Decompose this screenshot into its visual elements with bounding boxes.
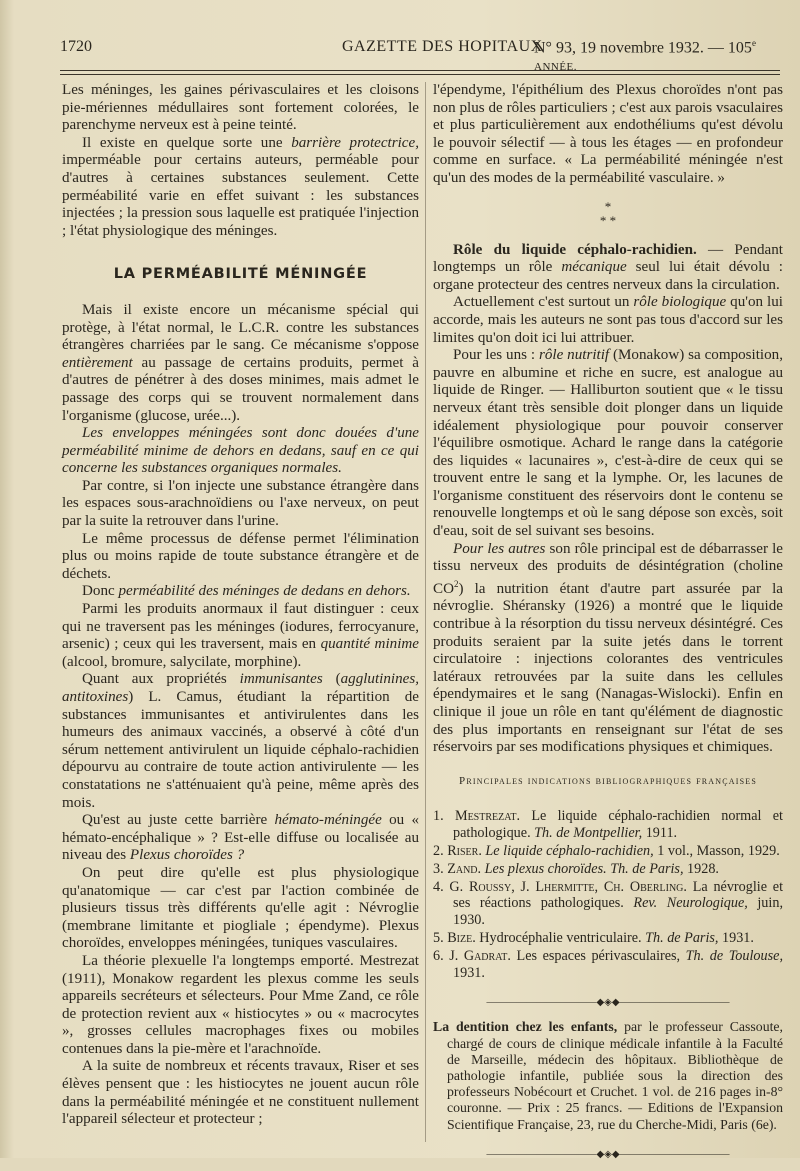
bibliography-author: Bize bbox=[447, 929, 473, 946]
run-in-heading: Rôle du liquide céphalo-rachidien. bbox=[453, 241, 697, 258]
paragraph: A la suite de nombreux et récents travaux, Riser et ses élèves pensent que : les histiocytes ne jouent aucun rôle dans la perméabilité méningée et ne constituent nullement l'appareil sélecteur et protecteur ; bbox=[62, 1058, 419, 1128]
bibliography-entry bbox=[433, 861, 783, 878]
paragraph: l'épendyme, l'épithélium des Plexus choroïdes n'ont pas non plus de rôles particuliers ; c'est aux parois vsaculaires et plus particulièrement aux endothéliums qu'est dévolu le pouvoir sélectif — à tous les étages — en profondeur comme en surface. « La perméabilité méningée n'est qu'un des modes de la perméabilité vasculaire. » bbox=[433, 82, 783, 186]
column-divider bbox=[425, 82, 426, 1142]
emphasis: rôle nutritif bbox=[538, 347, 610, 364]
text: Donc bbox=[82, 583, 119, 600]
bibliography-text-em: Th. de Paris, bbox=[645, 929, 719, 946]
page-number: 1720 bbox=[60, 38, 92, 55]
paragraph: Le même processus de défense permet l'élimination plus ou moins rapide de toute substance étrangère et de déchets. bbox=[62, 530, 419, 582]
bibliography-entry bbox=[433, 930, 783, 947]
bibliography-entry bbox=[433, 843, 783, 860]
text: Actuellement c'est surtout un bbox=[453, 294, 634, 311]
text: (Monakow) sa composition, pauvre en albumine et riche en sucre, est analogue au liquide de Ringer. — Halliburton soutient que « le tissu nerveux étant très sensible doit plonger dans un liquide idéalement physiologique pour pouvoir conserver l'équilibre osmotique. Achard le range dans la catégorie des liquides « lacunaires », c'est-à-dire de ceux qui se trouvent entre le sang et la lymphe. Or, les lacunes de l'organisme constituent des réservoirs dont le contenu se renouvelle longtemps et où le sang dépose son excès, soit d'eau, soit de sel suivant ses besoins. bbox=[433, 347, 783, 540]
bibliography-num: 6. bbox=[433, 947, 444, 964]
running-header bbox=[60, 38, 786, 74]
bibliography-list bbox=[433, 808, 783, 981]
paragraph bbox=[433, 347, 783, 541]
text: Mais il existe encore un mécanisme spécial qui protège, à l'état normal, le L.C.R. contre les substances étrangères charriées par le sang. Ce mécanisme s'oppose bbox=[62, 301, 419, 354]
section-title: LA PERMÉABILITÉ MÉNINGÉE bbox=[113, 266, 368, 283]
text: Il existe en quelque sorte une bbox=[82, 134, 292, 151]
text: seul lui était dévolu : organe protecteur des centres nerveux dans la circulation. bbox=[433, 259, 783, 293]
emphasis: Pour les autres bbox=[453, 540, 546, 557]
emphasis: entièrement bbox=[62, 354, 133, 371]
text: qu'on lui accorde, mais les auteurs ne sont pas tous d'accord sur les limites qu'on doit ici lui attribuer. bbox=[433, 294, 783, 346]
bibliography-text-a: . La névroglie et ses réactions pathologiques. bbox=[453, 878, 784, 912]
issue-date: N° 93, 19 novembre 1932. — 105 bbox=[534, 39, 752, 57]
paragraph: Les méninges, les gaines périvasculaires et les cloisons pie-mériennes médullaires sont fortement colorées, le parenchyme nerveux est à peine teinté. bbox=[62, 82, 419, 134]
bibliography-text-a: . Le liquide céphalo-rachidien normal et pathologique. bbox=[453, 808, 783, 842]
bibliography-entry bbox=[433, 948, 783, 982]
paragraph: La théorie plexuelle l'a longtemps emporté. Mestrezat (1911), Monakow regardent les plexus comme les seuls appareils secréteurs et sélecteurs. Pour Mme Zand, ce rôle de protection revient aux « histiocytes » ou « macrocytes », grosses cellules macrophages fixes ou mobiles contenues dans la pie-mère et l'arachnoïde. bbox=[62, 952, 419, 1057]
emphasis: mécanique bbox=[561, 259, 627, 276]
bibliography-text-a: . bbox=[478, 843, 486, 859]
bibliography-text-b: 1911. bbox=[642, 825, 678, 842]
emphasis: perméabilité des méninges de dedans en dehors. bbox=[118, 583, 411, 600]
paragraph: On peut dire qu'elle est plus physiologique qu'anatomique — car c'est par l'action combinée de plusieurs tissus très différents qu'elle agit : Névroglie (membrane limitante et piogliale ; épendyme). Plexus choroïdes, enveloppes méningées, tuniques vasculaires. bbox=[62, 864, 419, 952]
issue-sup: e bbox=[751, 38, 756, 48]
right-column bbox=[433, 82, 783, 1171]
emphasis: Les enveloppes méningées sont donc douées d'une perméabilité minime de dehors en dedans, sauf en ce qui concerne les substances organiques normales. bbox=[62, 425, 419, 477]
bibliography-text-em: Th. de Toulouse, bbox=[685, 947, 783, 964]
text: au passage de certains produits, permet à d'autres de pénétrer à des doses minimes, mais admet le passage des corps qui se trouvent normalement dans l'organisme (glucose, urée...). bbox=[62, 354, 419, 424]
emphasis: barrière protectrice, bbox=[291, 134, 419, 151]
paragraph bbox=[62, 425, 419, 478]
emphasis: immunisantes bbox=[239, 671, 323, 688]
ornament-rule-bottom: ———————————◆◈◆——————————— bbox=[486, 1148, 730, 1160]
bibliography-num: 5. bbox=[433, 929, 444, 946]
journal-title: GAZETTE DES HOPITAUX bbox=[342, 38, 543, 55]
text: ou « hémato-encéphalique » ? Est-elle diffuse ou localisée au niveau des bbox=[62, 812, 419, 864]
text: Qu'est au juste cette barrière bbox=[82, 812, 275, 829]
bibliography-entry bbox=[433, 808, 783, 842]
text: (alcool, bromure, salycilate, morphine). bbox=[62, 653, 302, 670]
text: imperméable pour certains auteurs, perméable pour d'autres à certaines substances seulement. Cette perméabilité varie en effet suivant : les substances injectées ; la pression sous laquelle est pratiquée l'injection ; l'état physiologique des méninges. bbox=[62, 152, 419, 239]
bibliography-text-a: . Hydrocéphalie ventriculaire. bbox=[472, 929, 646, 946]
star: * bbox=[604, 198, 612, 214]
paragraph bbox=[433, 294, 783, 347]
paragraph bbox=[62, 302, 419, 425]
text: ( bbox=[322, 671, 341, 688]
paragraph bbox=[62, 135, 419, 241]
section-separator bbox=[433, 200, 783, 228]
emphasis: hémato-méningée bbox=[274, 812, 382, 829]
bibliography-author: Zand bbox=[447, 860, 478, 877]
bibliography-num: 1. bbox=[433, 808, 444, 825]
bibliography-author: J. Gadrat bbox=[449, 947, 508, 964]
paragraph: Par contre, si l'on injecte une substance étrangère dans les espaces sous-arachnoïdiens ou l'axe nerveux, on peut par la suite la retrouver dans l'urine. bbox=[62, 477, 419, 530]
bibliography-num: 4. bbox=[433, 878, 444, 895]
review-text: par le professeur Cassoute, chargé de cours de clinique médicale infantile à la Faculté de Marseille, médecin des hôpitaux. Bibliothèque de pathologie infantile, publiée sous la direction des professeurs Nobécourt et Cruchet. 1 vol. de 216 pages in-8° couronne. — Prix : 25 francs. — Editions de l'Expansion Scientifique Française, 23, rue du Cherche-Midi, Paris (6e). bbox=[447, 1019, 783, 1132]
paragraph bbox=[62, 601, 419, 671]
bibliography-text-em: Rev. Neurologique, bbox=[633, 895, 748, 912]
bibliography-text-a: . bbox=[477, 860, 485, 877]
paragraph bbox=[62, 812, 419, 865]
bibliography-num: 2. bbox=[433, 843, 444, 859]
stars: * * bbox=[599, 212, 617, 228]
emphasis: quantité minime bbox=[320, 636, 419, 653]
left-column bbox=[62, 82, 419, 1129]
text: Parmi les produits anormaux il faut distinguer : ceux qui ne traversent pas les méninges (iodures, ferrocyanure, arsenic) ; ceux qui les traversent, mais en bbox=[62, 601, 419, 653]
bibliography-title: Principales indications bibliographiques françaises bbox=[459, 774, 757, 787]
bibliography-entry bbox=[433, 879, 783, 929]
bibliography-num: 3. bbox=[433, 860, 444, 877]
bibliography-text-em: Les plexus choroïdes. Th. de Paris, bbox=[484, 860, 684, 877]
bibliography-text-a: . Les espaces périvasculaires, bbox=[507, 947, 686, 964]
paragraph bbox=[433, 541, 783, 757]
text: Quant aux propriétés bbox=[82, 671, 240, 688]
review-title: La dentition chez les enfants, bbox=[433, 1019, 618, 1035]
ornament-rule: ———————————◆◈◆——————————— bbox=[486, 997, 730, 1009]
issue-annee: ANNÉE. bbox=[534, 61, 578, 74]
emphasis: agglutinines, antitoxines bbox=[62, 671, 419, 705]
text: son rôle principal est de débarrasser le tissu nerveux des produits de désintégration (choline CO bbox=[433, 540, 783, 597]
text: ) la nutrition étant d'autre part assurée par la névroglie. Shéransky (1926) a montré que le liquide contribue à la résorption du tissu nerveux désintégré. Ces produits seraient par la suite jetés dans le torrent circulatoire : injections colorantes des ventricules latéraux retrouvées par la suite dans les cellules épendymaires et le sang (Nanagas-Wislocki). Enfin en clinique il joue un rôle en tant qu'élément de diagnostic des plus importants en renseignant sur l'état de ses réservoirs par ses modifications physiques et chimiques. bbox=[433, 580, 783, 756]
text: ) L. Camus, étudiant la répartition de substances immunisantes et antivirulentes dans les humeurs des animaux vaccinés, a observé à côté d'un sérum nettement antivirulent un liquide céphalo-rachidien dépourvu au contraire de toute action antivirulente — les constatations ne s'atténuaient qu'à peine, même après des mois. bbox=[62, 689, 419, 811]
emphasis: rôle biologique bbox=[633, 294, 727, 311]
header-rule bbox=[60, 70, 780, 75]
text: — Pendant longtemps un rôle bbox=[433, 241, 783, 276]
bibliography-author: Mestrezat bbox=[454, 808, 517, 825]
paragraph bbox=[62, 671, 419, 812]
bibliography-text-em: Le liquide céphalo-rachidien, bbox=[485, 843, 654, 859]
text: Pour les uns : bbox=[453, 347, 539, 364]
bibliography-text-b: juin, 1930. bbox=[453, 895, 783, 929]
bibliography-text-b: 1931. bbox=[453, 964, 485, 981]
book-review bbox=[433, 1019, 783, 1132]
bibliography-text-b: 1931. bbox=[718, 929, 754, 946]
bibliography-text-b: 1 vol., Masson, 1929. bbox=[653, 843, 780, 859]
superscript: 2 bbox=[453, 578, 459, 589]
bibliography-author: G. Roussy, J. Lhermitte, Ch. Oberling bbox=[449, 878, 684, 895]
paragraph bbox=[433, 242, 783, 295]
bibliography-author: Riser bbox=[447, 843, 479, 859]
bibliography-text-em: Th. de Montpellier, bbox=[534, 825, 643, 842]
emphasis: Plexus choroïdes ? bbox=[129, 847, 245, 864]
paragraph bbox=[62, 583, 419, 601]
bibliography-text-b: 1928. bbox=[683, 860, 719, 877]
